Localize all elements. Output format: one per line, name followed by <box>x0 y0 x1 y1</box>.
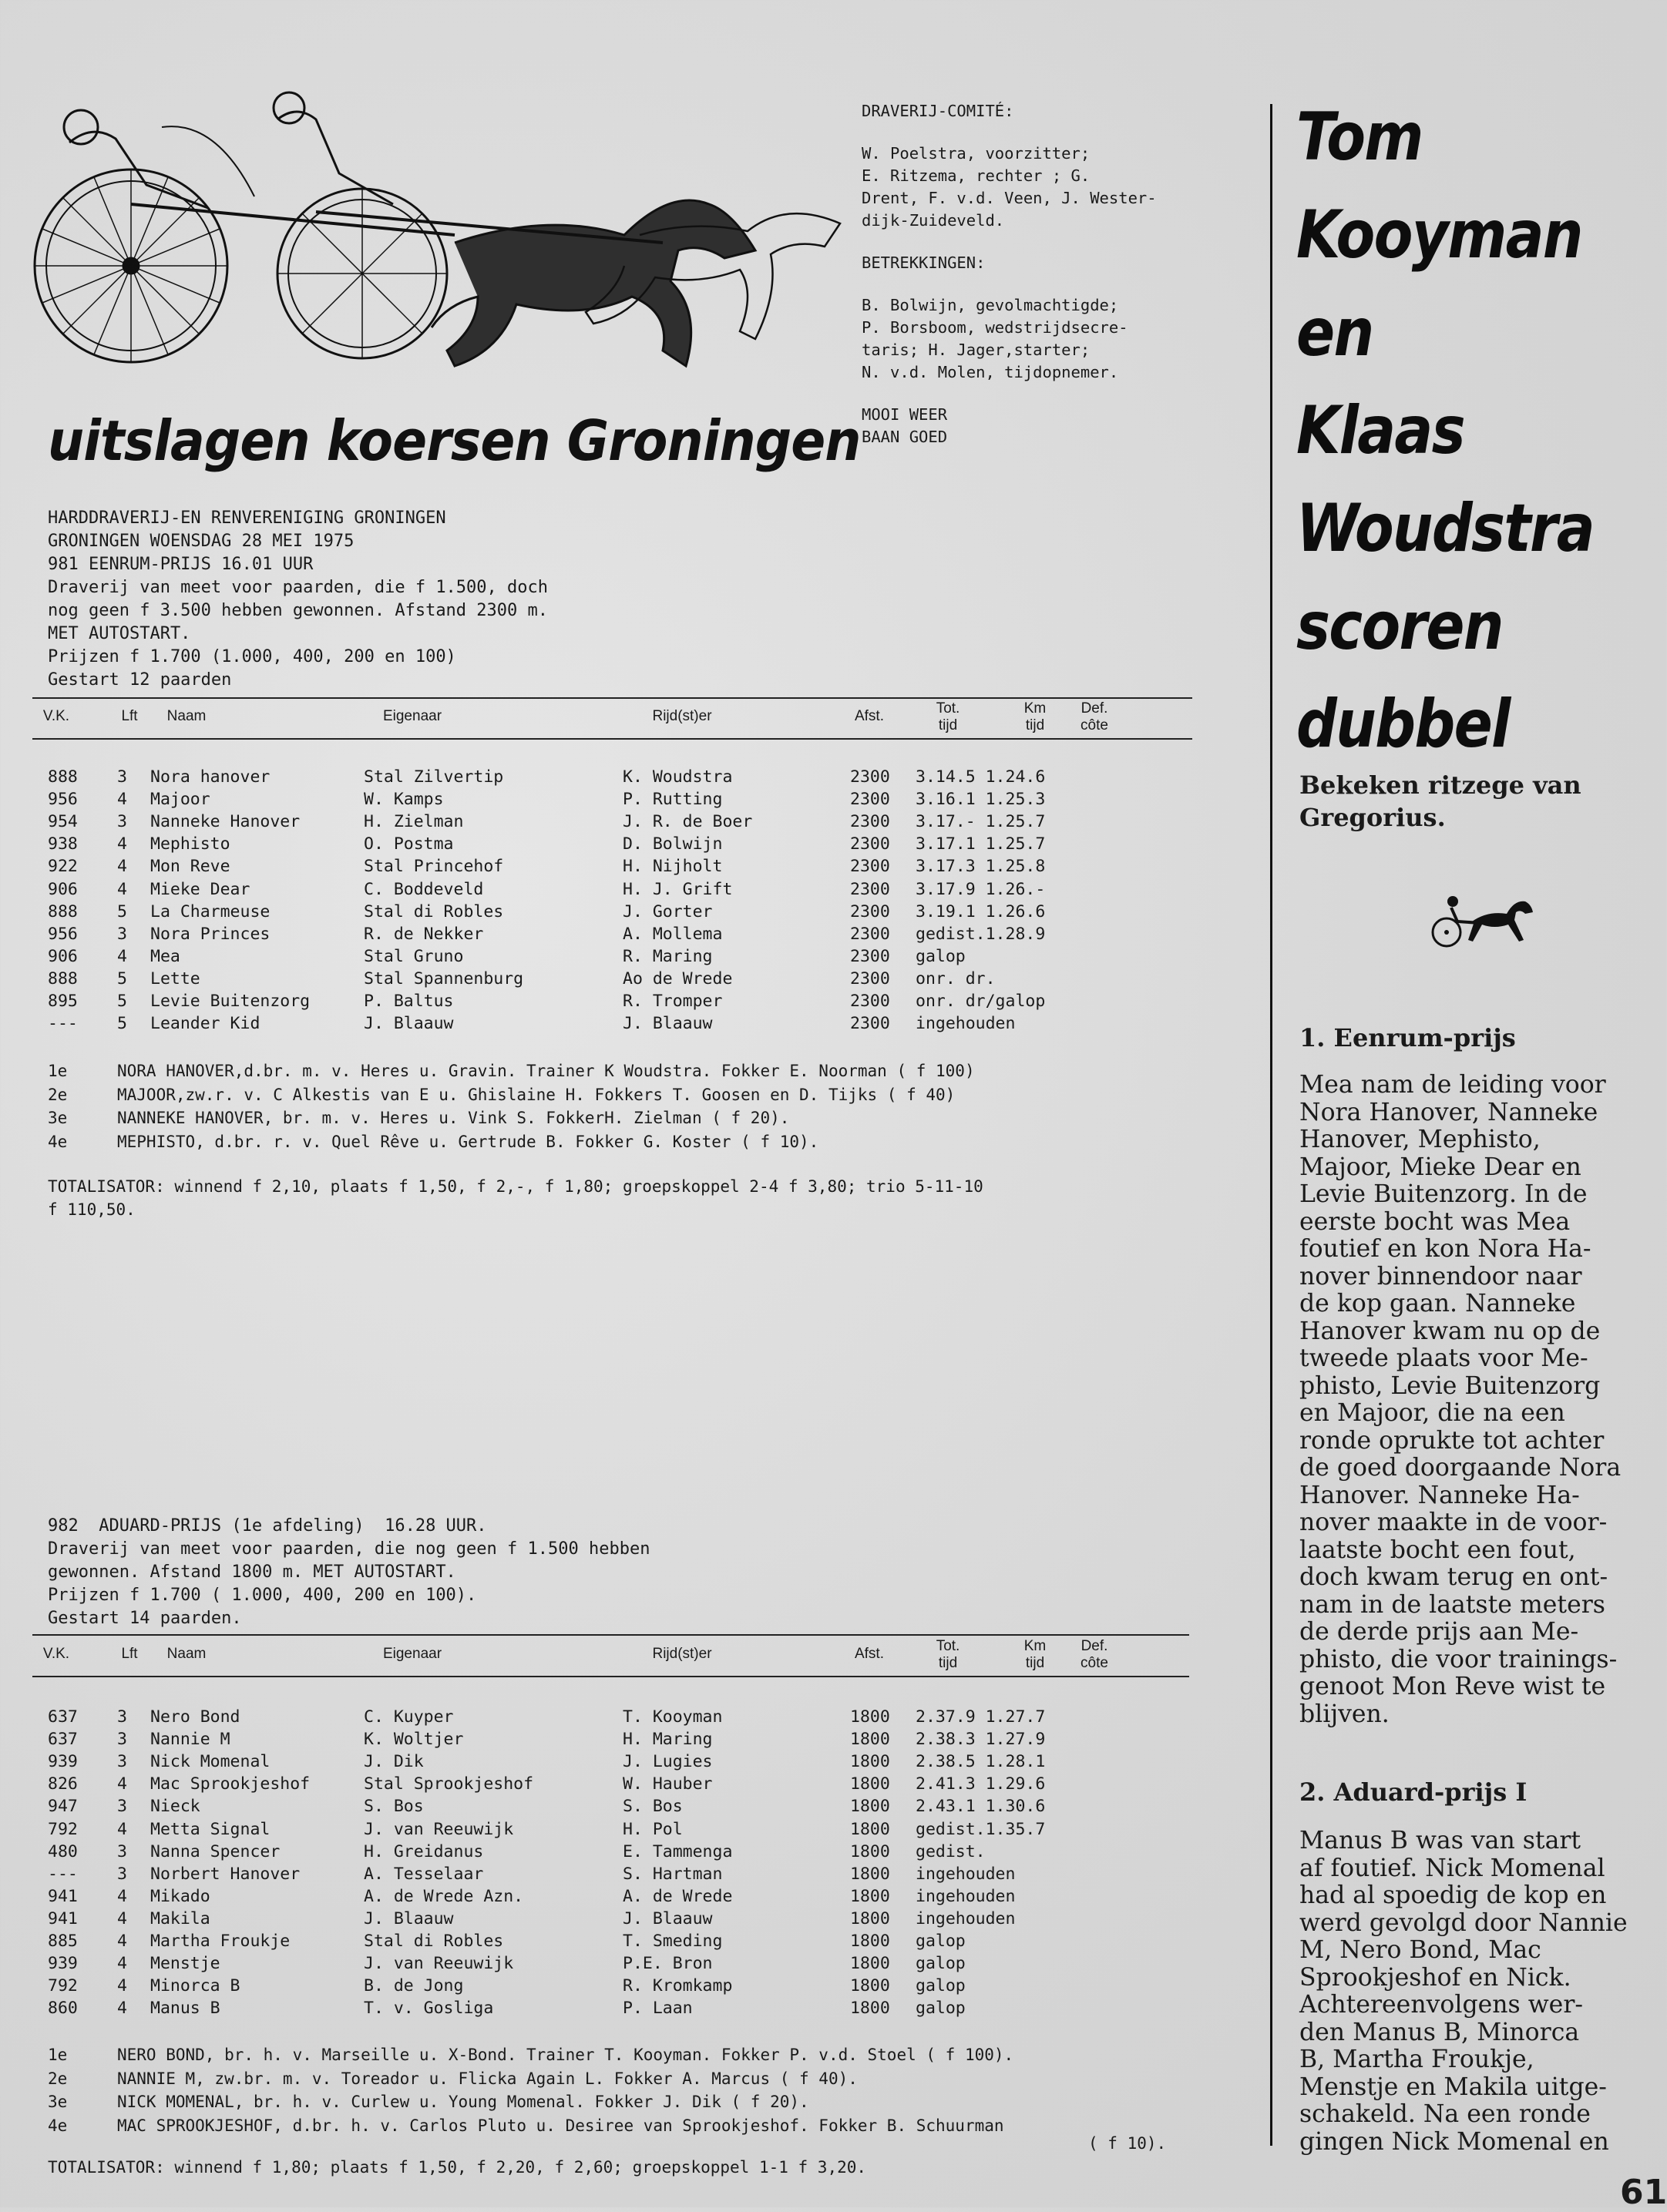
cell-lft: 3 <box>117 1752 127 1772</box>
placing-description: NORA HANOVER,d.br. m. v. Heres u. Gravin. Trainer K Woudstra. Fokker E. Noorman ( f 100) <box>117 1062 975 1080</box>
cell-naam: Minorca B <box>150 1976 240 1996</box>
cell-rijder: A. Mollema <box>623 924 723 944</box>
cell-tijden: 3.17.9 1.26.- <box>916 879 1046 899</box>
cell-vk: 954 <box>48 812 78 832</box>
cell-lft: 3 <box>117 767 127 787</box>
cell-lft: 3 <box>117 1730 127 1750</box>
cell-eigenaar: J. Dik <box>364 1752 424 1772</box>
cell-vk: 860 <box>48 1999 78 2019</box>
cell-rijder: S. Bos <box>623 1797 683 1817</box>
cell-tijden: 2.41.3 1.29.6 <box>916 1774 1046 1794</box>
cell-afst: 1800 <box>850 1819 890 1839</box>
cell-vk: 939 <box>48 1954 78 1974</box>
cell-rijder: H. Maring <box>623 1730 713 1750</box>
weather-track: MOOI WEER BAAN GOED <box>862 405 948 446</box>
column-header-def: Def. côte <box>1081 1638 1108 1671</box>
cell-tijden: ingehouden <box>916 1908 1016 1928</box>
cell-lft: 4 <box>117 1886 127 1906</box>
column-divider <box>1270 104 1272 2146</box>
placing-description: NERO BOND, br. h. v. Marseille u. X-Bond. Trainer T. Kooyman. Fokker P. v.d. Stoel ( f 100). <box>117 2046 1014 2064</box>
cell-tijden: galop <box>916 1976 966 1996</box>
cell-rijder: R. Tromper <box>623 992 723 1011</box>
cell-lft: 4 <box>117 1976 127 1996</box>
cell-afst: 2300 <box>850 834 890 854</box>
cell-naam: Mac Sprookjeshof <box>150 1774 311 1794</box>
column-header-naam: Naam <box>166 708 207 724</box>
cell-naam: Menstje <box>150 1954 220 1974</box>
cell-rijder: J. R. de Boer <box>623 812 753 832</box>
cell-rijder: J. Gorter <box>623 901 713 921</box>
cell-rijder: S. Hartman <box>623 1864 723 1884</box>
cell-naam: Nora Princes <box>150 924 271 944</box>
title-line: Tom <box>1296 99 1423 176</box>
cell-eigenaar: J. Blaauw <box>364 1014 454 1034</box>
title-line: dubbel <box>1296 686 1510 763</box>
cell-afst: 2300 <box>850 857 890 877</box>
cell-afst: 1800 <box>850 1886 890 1906</box>
cell-lft: 5 <box>117 901 127 921</box>
cell-tijden: ingehouden <box>916 1886 1016 1906</box>
column-header-eigenaar: Eigenaar <box>382 708 442 724</box>
cell-lft: 5 <box>117 968 127 989</box>
cell-tijden: 2.43.1 1.30.6 <box>916 1797 1046 1817</box>
cell-afst: 1800 <box>850 1864 890 1884</box>
race2-rule-bottom <box>32 1676 1189 1677</box>
placing-description: MEPHISTO, d.br. r. v. Quel Rêve u. Gertrude B. Fokker G. Koster ( f 10). <box>117 1132 819 1151</box>
cell-rijder: J. Blaauw <box>623 1908 713 1928</box>
title-line: Kooyman <box>1296 196 1582 274</box>
cell-eigenaar: H. Greidanus <box>364 1841 484 1861</box>
column-header-km: Km tijd <box>1023 1638 1047 1671</box>
cell-afst: 1800 <box>850 1707 890 1727</box>
placing-rank: 2e <box>48 2069 68 2088</box>
cell-rijder: T. Kooyman <box>623 1707 723 1727</box>
article-subtitle: Bekeken ritzege van Gregorius. <box>1299 770 1581 832</box>
cell-eigenaar: Stal Spannenburg <box>364 968 524 989</box>
placing-description: NICK MOMENAL, br. h. v. Curlew u. Young Momenal. Fokker J. Dik ( f 20). <box>117 2093 809 2111</box>
cell-eigenaar: C. Kuyper <box>364 1707 454 1727</box>
placing-description: MAJOOR,zw.r. v. C Alkestis van E u. Ghislaine H. Fokkers T. Goosen en D. Tijks ( f 40) <box>117 1085 956 1104</box>
cell-eigenaar: O. Postma <box>364 834 454 854</box>
cell-naam: Nero Bond <box>150 1707 240 1727</box>
cell-naam: Nanna Spencer <box>150 1841 281 1861</box>
cell-lft: 3 <box>117 1797 127 1817</box>
placing-description: MAC SPROOKJESHOF, d.br. h. v. Carlos Pluto u. Desiree van Sprookjeshof. Fokker B. Schuurman <box>117 2116 1004 2135</box>
cell-naam: Mikado <box>150 1886 210 1906</box>
cell-eigenaar: T. v. Gosliga <box>364 1999 494 2019</box>
placing-description: NANNIE M, zw.br. m. v. Toreador u. Flicka Again L. Fokker A. Marcus ( f 40). <box>117 2069 858 2088</box>
cell-lft: 5 <box>117 992 127 1011</box>
cell-tijden: gedist.1.28.9 <box>916 924 1046 944</box>
cell-rijder: D. Bolwijn <box>623 834 723 854</box>
cell-eigenaar: R. de Nekker <box>364 924 484 944</box>
cell-afst: 2300 <box>850 1014 890 1034</box>
cell-vk: 480 <box>48 1841 78 1861</box>
section2-title: 2. Aduard-prijs I <box>1299 1777 1528 1807</box>
cell-vk: 888 <box>48 767 78 787</box>
cell-rijder: T. Smeding <box>623 1932 723 1951</box>
officials-members: B. Bolwijn, gevolmachtigde; P. Borsboom, wedstrijdsecre- taris; H. Jager,starter; N. v.d. Molen, tijdopnemer. <box>862 296 1128 381</box>
cell-lft: 4 <box>117 1999 127 2019</box>
cell-afst: 1800 <box>850 1841 890 1861</box>
cell-vk: 792 <box>48 1976 78 1996</box>
cell-vk: 888 <box>48 901 78 921</box>
cell-rijder: H. J. Grift <box>623 879 733 899</box>
cell-eigenaar: Stal Princehof <box>364 857 504 877</box>
cell-rijder: R. Kromkamp <box>623 1976 733 1996</box>
column-header-lft: Lft <box>121 708 138 724</box>
cell-afst: 1800 <box>850 1999 890 2019</box>
cell-rijder: A. de Wrede <box>623 1886 733 1906</box>
cell-naam: Norbert Hanover <box>150 1864 301 1884</box>
cell-naam: Makila <box>150 1908 210 1928</box>
cell-afst: 1800 <box>850 1774 890 1794</box>
cell-tijden: onr. dr/galop <box>916 992 1046 1011</box>
cell-eigenaar: C. Boddeveld <box>364 879 484 899</box>
committee-members: W. Poelstra, voorzitter; E. Ritzema, rechter ; G. Drent, F. v.d. Veen, J. Wester- dijk-Zuideveld. <box>862 144 1157 230</box>
cell-naam: Mephisto <box>150 834 230 854</box>
race1-header: HARDDRAVERIJ-EN RENVERENIGING GRONINGEN GRONINGEN WOENSDAG 28 MEI 1975 981 EENRUM-PRIJS 16.01 UUR Draverij van meet voor paarden, die f 1.500, doch nog geen f 3.500 hebben gewonnen. Afstand 2300 m. MET AUTOSTART. Prijzen f 1.700 (1.000, 400, 200 en 100) Gestart 12 paarden <box>48 509 549 690</box>
cell-naam: Levie Buitenzorg <box>150 992 311 1011</box>
cell-tijden: 2.38.3 1.27.9 <box>916 1730 1046 1750</box>
placing-rank: 4e <box>48 2116 68 2135</box>
column-header-rijder: Rijd(st)er <box>652 1646 712 1662</box>
cell-vk: 947 <box>48 1797 78 1817</box>
column-header-eigenaar: Eigenaar <box>382 1646 442 1662</box>
cell-naam: Lette <box>150 968 200 989</box>
cell-afst: 1800 <box>850 1976 890 1996</box>
title-line: Woudstra <box>1296 490 1594 567</box>
cell-naam: Nora hanover <box>150 767 271 787</box>
cell-rijder: E. Tammenga <box>623 1841 733 1861</box>
article-title <box>1296 89 1651 774</box>
cell-eigenaar: W. Kamps <box>364 790 444 810</box>
race2-totalisator: TOTALISATOR: winnend f 1,80; plaats f 1,50, f 2,20, f 2,60; groepskoppel 1-1 f 3,20. <box>48 2158 867 2177</box>
cell-tijden: 2.38.5 1.28.1 <box>916 1752 1046 1772</box>
cell-tijden: galop <box>916 1932 966 1951</box>
cell-vk: 906 <box>48 946 78 966</box>
cell-naam: Metta Signal <box>150 1819 271 1839</box>
cell-lft: 4 <box>117 790 127 810</box>
cell-rijder: W. Hauber <box>623 1774 713 1794</box>
cell-rijder: H. Nijholt <box>623 857 723 877</box>
cell-tijden: gedist. <box>916 1841 986 1861</box>
cell-eigenaar: A. de Wrede Azn. <box>364 1886 524 1906</box>
column-header-naam: Naam <box>166 1646 207 1662</box>
column-header-km: Km tijd <box>1023 700 1047 733</box>
section1-body: Mea nam de leiding voor Nora Hanover, Nanneke Hanover, Mephisto, Majoor, Mieke Dear en Levie Buitenzorg. In de eerste bocht was Mea foutief en kon Nora Ha- nover binnendoor naar de kop gaan. Nanneke Hanover kwam nu op de tweede plaats voor Me- phisto, Levie Buitenzorg en Majoor, die na een ronde oprukte tot achter de goed doorgaande Nora Hanover. Nanneke Ha- nover maakte in de voor- laatste bocht een fout, doch kwam terug en ont- nam in de laatste meters de derde prijs aan Me- phisto, die voor trainings- genoot Mon Reve wist te blijven. <box>1299 1071 1622 1728</box>
column-header-def: Def. côte <box>1081 700 1108 733</box>
placing-rank: 1e <box>48 2046 68 2064</box>
placing-description: NANNEKE HANOVER, br. m. v. Heres u. Vink S. FokkerH. Zielman ( f 20). <box>117 1109 790 1127</box>
cell-rijder: P.E. Bron <box>623 1954 713 1974</box>
title-line: scoren <box>1296 588 1503 665</box>
cell-eigenaar: J. van Reeuwijk <box>364 1954 514 1974</box>
cell-naam: Mon Reve <box>150 857 230 877</box>
page-number: 61 <box>1620 2173 1667 2212</box>
cell-tijden: gedist.1.35.7 <box>916 1819 1046 1839</box>
cell-afst: 2300 <box>850 879 890 899</box>
page-headline: uitslagen koersen Groningen <box>48 408 861 473</box>
cell-naam: Majoor <box>150 790 210 810</box>
cell-lft: 4 <box>117 857 127 877</box>
placing-rank: 3e <box>48 2093 68 2111</box>
cell-naam: Martha Froukje <box>150 1932 291 1951</box>
cell-vk: --- <box>48 1014 78 1034</box>
cell-eigenaar: K. Woltjer <box>364 1730 464 1750</box>
column-header-afst: Afst. <box>854 708 884 724</box>
cell-rijder: P. Laan <box>623 1999 693 2019</box>
cell-tijden: 3.14.5 1.24.6 <box>916 767 1046 787</box>
column-header-tot: Tot. tijd <box>936 1638 960 1671</box>
race1-rule-bottom <box>32 738 1192 740</box>
cell-vk: 922 <box>48 857 78 877</box>
cell-eigenaar: J. Blaauw <box>364 1908 454 1928</box>
cell-eigenaar: H. Zielman <box>364 812 464 832</box>
cell-lft: 3 <box>117 924 127 944</box>
cell-vk: 956 <box>48 924 78 944</box>
committee-heading: DRAVERIJ-COMITÉ: <box>862 102 1014 120</box>
cell-vk: 941 <box>48 1908 78 1928</box>
cell-tijden: 3.16.1 1.25.3 <box>916 790 1046 810</box>
cell-afst: 2300 <box>850 901 890 921</box>
cell-vk: --- <box>48 1864 78 1884</box>
placing-rank: 3e <box>48 1109 68 1127</box>
cell-naam: Leander Kid <box>150 1014 260 1034</box>
cell-lft: 5 <box>117 1014 127 1034</box>
cell-naam: Mea <box>150 946 180 966</box>
race2-rule-top <box>32 1634 1189 1636</box>
cell-lft: 3 <box>117 1864 127 1884</box>
column-header-vk: V.K. <box>42 1646 70 1662</box>
cell-tijden: ingehouden <box>916 1014 1016 1034</box>
column-header-rijder: Rijd(st)er <box>652 708 712 724</box>
officials-heading: BETREKKINGEN: <box>862 253 986 272</box>
cell-vk: 939 <box>48 1752 78 1772</box>
cell-afst: 1800 <box>850 1730 890 1750</box>
column-header-afst: Afst. <box>854 1646 884 1662</box>
cell-naam: Nannie M <box>150 1730 230 1750</box>
column-header-tot: Tot. tijd <box>936 700 960 733</box>
cell-afst: 2300 <box>850 968 890 989</box>
placing-rank: 4e <box>48 1132 68 1151</box>
title-line: Klaas <box>1296 392 1464 469</box>
cell-afst: 1800 <box>850 1797 890 1817</box>
cell-lft: 3 <box>117 1707 127 1727</box>
cell-afst: 2300 <box>850 946 890 966</box>
cell-tijden: 3.17.3 1.25.8 <box>916 857 1046 877</box>
cell-eigenaar: S. Bos <box>364 1797 424 1817</box>
cell-vk: 792 <box>48 1819 78 1839</box>
column-header-vk: V.K. <box>42 708 70 724</box>
cell-vk: 941 <box>48 1886 78 1906</box>
cell-vk: 938 <box>48 834 78 854</box>
cell-eigenaar: B. de Jong <box>364 1976 464 1996</box>
cell-naam: Mieke Dear <box>150 879 250 899</box>
cell-eigenaar: J. van Reeuwijk <box>364 1819 514 1839</box>
cell-vk: 885 <box>48 1932 78 1951</box>
cell-afst: 1800 <box>850 1908 890 1928</box>
cell-eigenaar: Stal Sprookjeshof <box>364 1774 534 1794</box>
cell-lft: 3 <box>117 812 127 832</box>
cell-rijder: J. Blaauw <box>623 1014 713 1034</box>
cell-lft: 4 <box>117 1954 127 1974</box>
cell-lft: 4 <box>117 879 127 899</box>
cell-lft: 4 <box>117 1774 127 1794</box>
cell-naam: La Charmeuse <box>150 901 271 921</box>
cell-lft: 4 <box>117 1819 127 1839</box>
cell-tijden: galop <box>916 1999 966 2019</box>
cell-eigenaar: A. Tesselaar <box>364 1864 484 1884</box>
section2-body: Manus B was van start af foutief. Nick Momenal had al spoedig de kop en werd gevolgd door Nannie M, Nero Bond, Mac Sprookjeshof en Nick. Achtereenvolgens wer- den Manus B, Minorca B, Martha Froukje, Menstje en Makila uitge- schakeld. Na een ronde gingen Nick Momenal en <box>1299 1827 1628 2156</box>
cell-eigenaar: Stal di Robles <box>364 901 504 921</box>
cell-tijden: galop <box>916 1954 966 1974</box>
cell-lft: 4 <box>117 1908 127 1928</box>
cell-afst: 1800 <box>850 1954 890 1974</box>
cell-rijder: Ao de Wrede <box>623 968 733 989</box>
cell-vk: 888 <box>48 968 78 989</box>
cell-vk: 906 <box>48 879 78 899</box>
cell-lft: 3 <box>117 1841 127 1861</box>
cell-eigenaar: Stal Gruno <box>364 946 464 966</box>
cell-tijden: galop <box>916 946 966 966</box>
section1-title: 1. Eenrum-prijs <box>1299 1023 1516 1052</box>
race1-totalisator: TOTALISATOR: winnend f 2,10, plaats f 1,50, f 2,-, f 1,80; groepskoppel 2-4 f 3,80; trio 5-11-10 f 110,50. <box>48 1177 983 1219</box>
cell-rijder: P. Rutting <box>623 790 723 810</box>
cell-vk: 826 <box>48 1774 78 1794</box>
cell-naam: Nanneke Hanover <box>150 812 301 832</box>
cell-tijden: onr. dr. <box>916 968 996 989</box>
cell-lft: 4 <box>117 834 127 854</box>
cell-rijder: J. Lugies <box>623 1752 713 1772</box>
cell-lft: 4 <box>117 946 127 966</box>
placing-rank: 2e <box>48 1085 68 1104</box>
race1-rule-top <box>32 697 1192 699</box>
trotter-sulky-icon <box>1430 892 1538 951</box>
cell-naam: Nieck <box>150 1797 200 1817</box>
cell-tijden: ingehouden <box>916 1864 1016 1884</box>
committee-block <box>862 100 1224 468</box>
title-line: en <box>1296 294 1373 371</box>
cell-eigenaar: Stal Zilvertip <box>364 767 504 787</box>
cell-tijden: 3.17.- 1.25.7 <box>916 812 1046 832</box>
placing-rank: 1e <box>48 1062 68 1080</box>
cell-rijder: R. Maring <box>623 946 713 966</box>
cell-afst: 2300 <box>850 992 890 1011</box>
cell-afst: 2300 <box>850 790 890 810</box>
cell-afst: 2300 <box>850 767 890 787</box>
cell-tijden: 3.17.1 1.25.7 <box>916 834 1046 854</box>
cell-vk: 956 <box>48 790 78 810</box>
race2-placing4-continuation: ( f 10). <box>1088 2134 1167 2153</box>
cell-eigenaar: Stal di Robles <box>364 1932 504 1951</box>
cell-vk: 637 <box>48 1730 78 1750</box>
cell-afst: 2300 <box>850 812 890 832</box>
cell-vk: 637 <box>48 1707 78 1727</box>
cell-eigenaar: P. Baltus <box>364 992 454 1011</box>
cell-rijder: K. Woudstra <box>623 767 733 787</box>
cell-lft: 4 <box>117 1932 127 1951</box>
cell-tijden: 3.19.1 1.26.6 <box>916 901 1046 921</box>
cell-afst: 1800 <box>850 1752 890 1772</box>
cell-tijden: 2.37.9 1.27.7 <box>916 1707 1046 1727</box>
race2-header: 982 ADUARD-PRIJS (1e afdeling) 16.28 UUR. Draverij van meet voor paarden, die nog geen f 1.500 hebben gewonnen. Afstand 1800 m. MET AUTOSTART. Prijzen f 1.700 ( 1.000, 400, 200 en 100). Gestart 14 paarden. <box>48 1516 650 1628</box>
cell-afst: 2300 <box>850 924 890 944</box>
cell-naam: Manus B <box>150 1999 220 2019</box>
cell-rijder: H. Pol <box>623 1819 683 1839</box>
cell-vk: 895 <box>48 992 78 1011</box>
cell-naam: Nick Momenal <box>150 1752 271 1772</box>
harness-racing-illustration <box>23 89 848 381</box>
column-header-lft: Lft <box>121 1646 138 1662</box>
cell-afst: 1800 <box>850 1932 890 1951</box>
